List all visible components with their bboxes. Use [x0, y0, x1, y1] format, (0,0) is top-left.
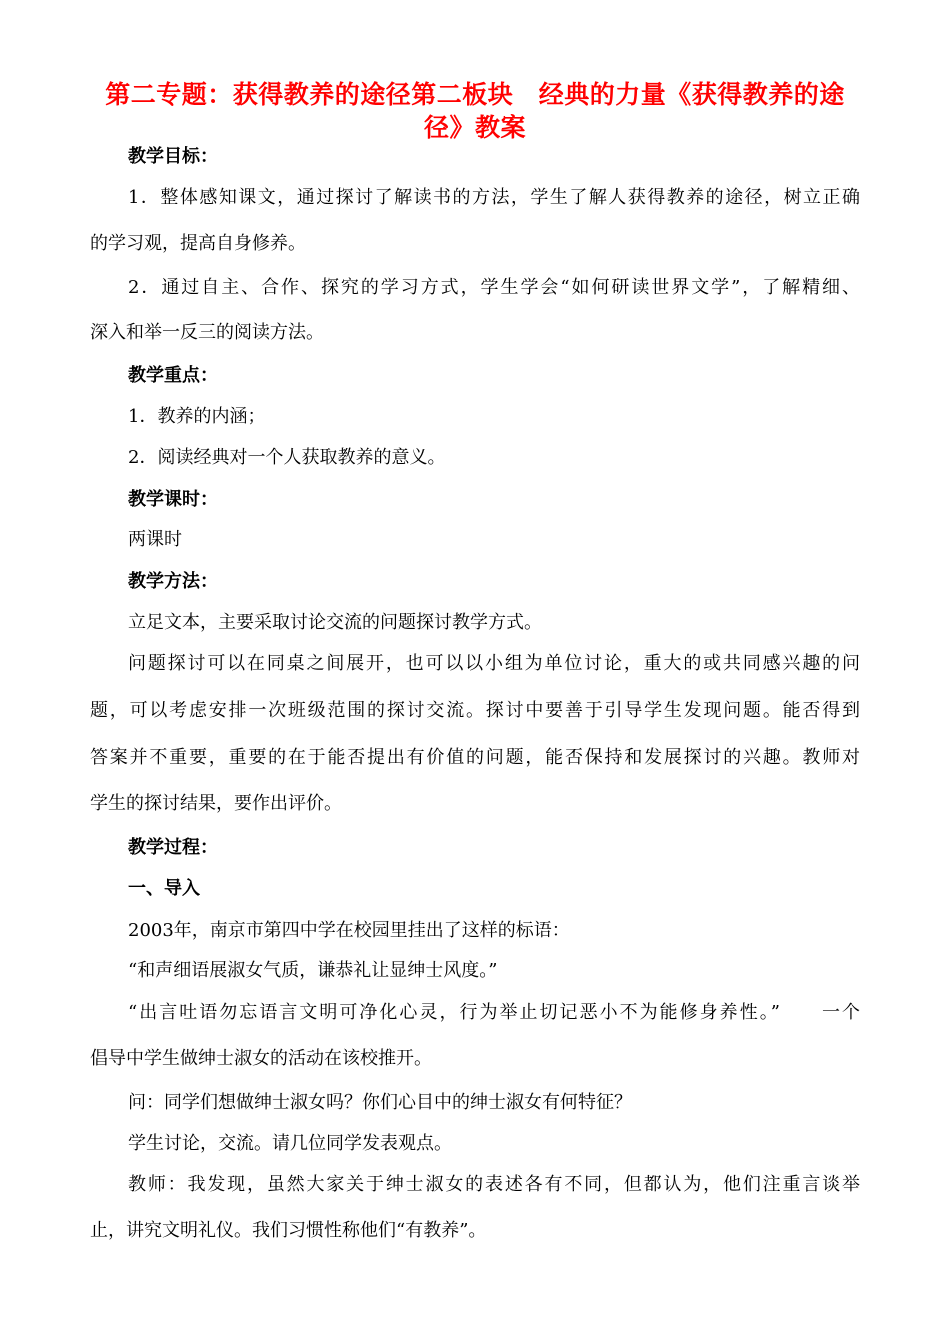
teacher-paragraph-line-1: 教师：我发现，虽然大家关于绅士淑女的表述各有不同，但都认为，他们注重言谈举: [128, 1174, 860, 1195]
teaching-process-heading: 教学过程：: [128, 837, 218, 858]
objective-2-line-2: 深入和举一反三的阅读方法。: [90, 322, 324, 343]
objective-1-line-1: 1．整体感知课文，通过探讨了解读书的方法，学生了解人获得教养的途径，树立正确: [128, 187, 860, 208]
discussion-paragraph: 学生讨论，交流。请几位同学发表观点。: [128, 1133, 452, 1154]
slogan-1: “和声细语展淑女气质，谦恭礼让显绅士风度。”: [128, 960, 498, 981]
method-paragraph-1: 立足文本，主要采取讨论交流的问题探讨教学方式。: [128, 612, 542, 633]
question-paragraph: 问：同学们想做绅士淑女吗？你们心目中的绅士淑女有何特征？: [128, 1092, 632, 1113]
class-hours-heading: 教学课时：: [128, 489, 218, 510]
method-paragraph-2-line-4: 学生的探讨结果，要作出评价。: [90, 793, 342, 814]
key-point-1: 1．教养的内涵；: [128, 406, 266, 427]
class-hours-text: 两课时: [128, 529, 182, 550]
objective-1-line-2: 的学习观，提高自身修养。: [90, 233, 306, 254]
slogan-2-line-2: 倡导中学生做绅士淑女的活动在该校推开。: [90, 1048, 432, 1069]
objectives-heading: 教学目标：: [128, 146, 218, 167]
key-points-heading: 教学重点：: [128, 365, 218, 386]
intro-paragraph: 2003年，南京市第四中学在校园里挂出了这样的标语：: [128, 920, 570, 941]
key-point-2: 2．阅读经典对一个人获取教养的意义。: [128, 447, 446, 468]
objective-2-line-1: 2．通过自主、合作、探究的学习方式，学生学会“如何研读世界文学”，了解精细、: [128, 277, 860, 298]
teaching-method-heading: 教学方法：: [128, 571, 218, 592]
teacher-paragraph-line-2: 止，讲究文明礼仪。我们习惯性称他们“有教养”。: [90, 1220, 487, 1241]
slogan-2-line-1: “出言吐语勿忘语言文明可净化心灵，行为举止切记恶小不为能修身养性。” 一个: [128, 1002, 860, 1023]
method-paragraph-2-line-1: 问题探讨可以在同桌之间展开，也可以以小组为单位讨论，重大的或共同感兴趣的问: [128, 653, 860, 674]
method-paragraph-2-line-2: 题，可以考虑安排一次班级范围的探讨交流。探讨中要善于引导学生发现问题。能否得到: [90, 700, 860, 721]
intro-heading: 一、导入: [128, 878, 200, 899]
method-paragraph-2-line-3: 答案并不重要，重要的在于能否提出有价值的问题，能否保持和发展探讨的兴趣。教师对: [90, 747, 860, 768]
document-title: 第二专题：获得教养的途径第二板块 经典的力量《获得教养的途径》教案: [105, 80, 845, 142]
